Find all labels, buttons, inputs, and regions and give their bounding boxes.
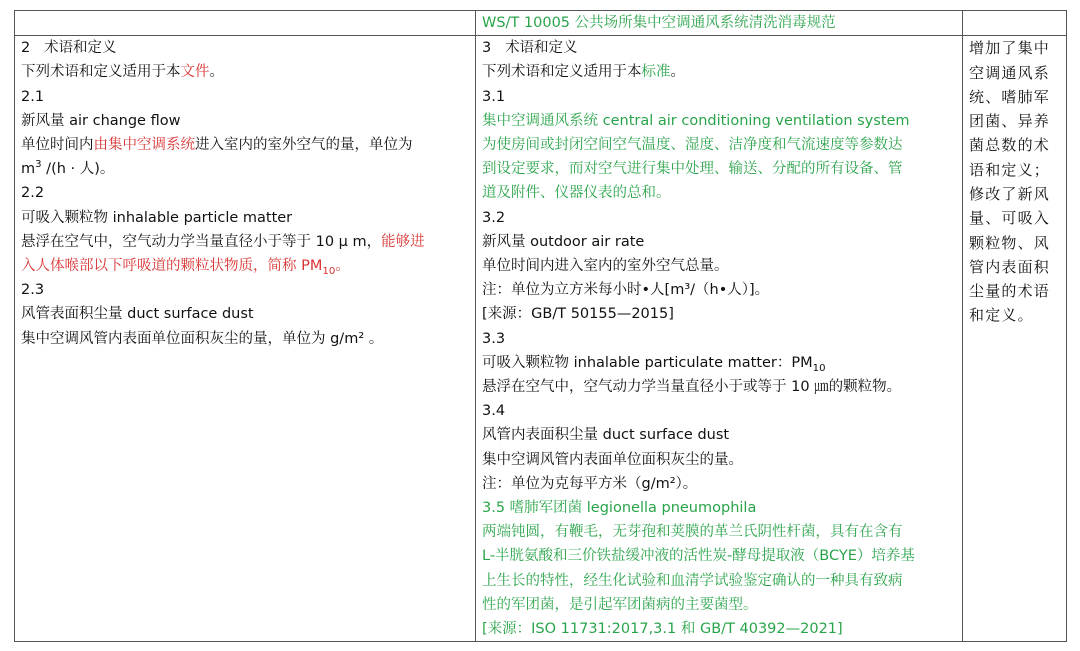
- term-definition: 悬浮在空气中，空气动力学当量直径小于等于 10 μ m，能够进: [21, 233, 425, 250]
- term-note: 注：单位为克每平方米（g/m²）。: [482, 475, 698, 492]
- change-note: 增加了集中空调通风系统、嗜肺军团菌、异养菌总数的术语和定义；修改了新风量、可吸入颗粒物、风管内表面积尘量的术语和定义。: [969, 39, 1051, 325]
- term-number: 2.1: [21, 88, 45, 105]
- header-cell-new: [476, 11, 963, 36]
- term-definition: 单位时间内由集中空调系统进入室内的室外空气的量，单位为: [21, 137, 413, 154]
- comparison-table: [14, 10, 1067, 642]
- term-definition-cont: L-半胱氨酸和三价铁盐缓冲液的活性炭-酵母提取液（BCYE）培养基: [482, 548, 915, 565]
- term-source: [来源：GB/T 50155—2015]: [482, 306, 674, 323]
- term-note: 注：单位为立方米每小时•人[m³/（h•人）]。: [482, 282, 770, 299]
- term-number: 2.3: [21, 282, 45, 299]
- term-title: 集中空调通风系统 central air conditioning ventilation system: [482, 112, 910, 129]
- term-number: 3.3: [482, 330, 506, 347]
- term-title: 3.5 嗜肺军团菌 legionella pneumophila: [482, 500, 757, 517]
- section-heading: 2 术语和定义: [21, 40, 117, 57]
- section-intro: 下列术语和定义适用于本标准。: [482, 64, 685, 81]
- term-definition: 集中空调风管内表面单位面积灰尘的量，单位为 g/m² 。: [21, 330, 384, 347]
- term-definition-cont: 性的军团菌，是引起军团菌病的主要菌型。: [482, 596, 758, 613]
- term-definition: 单位时间内进入室内的室外空气总量。: [482, 258, 729, 275]
- term-definition: 两端钝圆，有鞭毛，无芽孢和荚膜的革兰氏阴性杆菌，具有在含有: [482, 524, 903, 541]
- term-number: 3.4: [482, 403, 506, 420]
- section-heading: 3 术语和定义: [482, 40, 578, 57]
- term-definition: 集中空调风管内表面单位面积灰尘的量。: [482, 451, 743, 468]
- new-standard-cell: [476, 36, 963, 642]
- term-definition-cont: 入人体喉部以下呼吸道的颗粒状物质，简称 $PM_{10}$。: [21, 258, 350, 277]
- header-cell-note: [963, 11, 1067, 36]
- term-title: 风管内表面积尘量 duct surface dust: [482, 427, 730, 444]
- term-definition-cont: 道及附件、仪器仪表的总和。: [482, 185, 671, 202]
- term-definition: 为使房间或封闭空间空气温度、湿度、洁净度和气流速度等参数达: [482, 137, 903, 154]
- term-title: 新风量 air change flow: [21, 112, 181, 129]
- term-source: [来源：ISO 11731:2017,3.1 和 GB/T 40392—2021]: [482, 621, 843, 638]
- content-row: [15, 36, 1067, 642]
- term-unit: $m^3$ /(h · 人)。: [21, 159, 115, 178]
- term-title: 风管表面积尘量 duct surface dust: [21, 306, 254, 323]
- term-number: 2.2: [21, 185, 45, 202]
- term-title: 可吸入颗粒物 inhalable particle matter: [21, 209, 293, 226]
- standard-title: WS/T 10005 公共场所集中空调通风系统清洗消毒规范: [482, 15, 836, 31]
- term-title: 新风量 outdoor air rate: [482, 233, 645, 250]
- term-definition-cont: 到设定要求，而对空气进行集中处理、输送、分配的所有设备、管: [482, 161, 903, 178]
- header-cell-old: [15, 11, 476, 36]
- change-note-cell: [963, 36, 1067, 642]
- term-definition: 悬浮在空气中，空气动力学当量直径小于或等于 10 ㎛的颗粒物。: [482, 379, 902, 396]
- section-intro: 下列术语和定义适用于本文件。: [21, 64, 224, 81]
- header-row: [15, 11, 1067, 36]
- term-number: 3.2: [482, 209, 506, 226]
- term-title: 可吸入颗粒物 inhalable particulate matter：$PM_{10}$: [482, 354, 826, 374]
- term-definition-cont: 上生长的特性，经生化试验和血清学试验鉴定确认的一种具有致病: [482, 572, 903, 589]
- old-standard-cell: [15, 36, 476, 642]
- term-number: 3.1: [482, 88, 506, 105]
